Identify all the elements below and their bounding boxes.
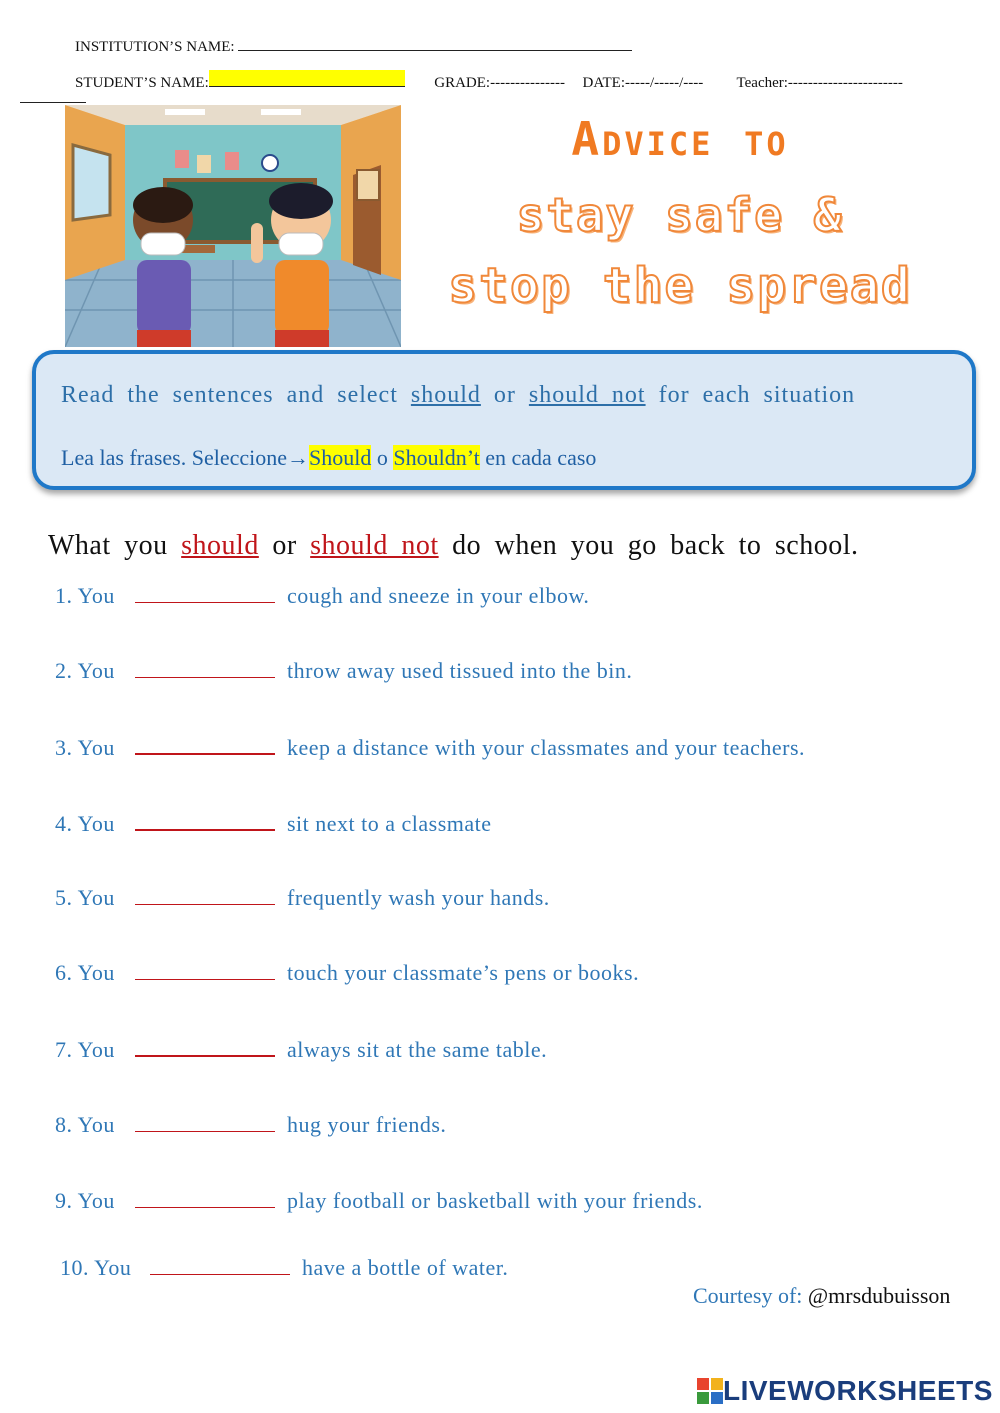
student-name-label: STUDENT’S NAME: (75, 75, 209, 91)
answer-blank-6[interactable] (135, 959, 275, 980)
item-number: 10. You (60, 1255, 132, 1280)
instr-es-should: Should (309, 445, 372, 470)
instr-should: should (410, 382, 481, 408)
exercise-item-4 (55, 809, 492, 837)
question-heading (48, 530, 859, 562)
institution-name-label: INSTITUTION’S NAME: (75, 39, 235, 55)
author-handle: @mrsdubuisson (807, 1283, 951, 1308)
exercise-item-2 (55, 657, 632, 684)
instructions-english (61, 380, 921, 411)
title-line-2: stay safe & (516, 188, 844, 242)
institution-name-row (75, 36, 632, 56)
courtesy-label: Courtesy of: (693, 1283, 808, 1308)
exercise-item-5 (55, 884, 550, 911)
item-number: 6. You (55, 960, 115, 985)
answer-blank-3[interactable] (135, 733, 275, 755)
item-number: 7. You (55, 1037, 115, 1062)
question-suffix: do when you go back to school. (438, 530, 859, 561)
date-label: DATE:-----/-----/---- (582, 75, 704, 91)
item-text: have a bottle of water. (302, 1255, 509, 1280)
liveworksheets-logo-icon (697, 1378, 723, 1404)
liveworksheets-brand: LIVEWORKSHEETS (723, 1375, 993, 1406)
answer-blank-1[interactable] (135, 582, 275, 603)
question-or: or (258, 530, 311, 561)
teacher-label: Teacher:----------------------- (736, 75, 903, 91)
item-text: cough and sneeze in your elbow. (287, 583, 590, 608)
question-prefix: What you (48, 530, 182, 561)
item-number: 3. You (55, 735, 115, 760)
question-should: should (181, 530, 259, 561)
arrow-icon: → (287, 445, 309, 470)
classroom-illustration (65, 105, 401, 347)
exercise-item-3 (55, 733, 805, 761)
grade-label: GRADE:--------------- (434, 75, 566, 91)
student-name-field[interactable] (209, 70, 405, 87)
answer-blank-4[interactable] (135, 809, 275, 831)
answer-blank-10[interactable] (150, 1254, 290, 1275)
item-text: frequently wash your hands. (287, 885, 550, 910)
question-should-not: should not (310, 530, 439, 561)
item-text: keep a distance with your classmates and your teachers. (287, 735, 806, 760)
instr-or: or (480, 382, 529, 408)
item-text: throw away used tissued into the bin. (287, 658, 633, 683)
header-rule (20, 102, 86, 103)
answer-blank-7[interactable] (135, 1035, 275, 1057)
exercise-item-10 (60, 1254, 508, 1281)
instr-en-suffix: for each situation (645, 382, 856, 408)
instr-should-not: should not (528, 382, 646, 408)
courtesy-note (693, 1283, 950, 1309)
instr-es-prefix: Lea las frases. Seleccione (61, 445, 287, 470)
item-text: sit next to a classmate (287, 811, 492, 836)
exercise-item-6 (55, 959, 639, 986)
item-number: 8. You (55, 1112, 115, 1137)
answer-blank-9[interactable] (135, 1187, 275, 1208)
classroom-scene-image (65, 105, 401, 347)
item-text: always sit at the same table. (287, 1037, 548, 1062)
instr-es-o: o (371, 445, 394, 470)
item-text: touch your classmate’s pens or books. (287, 960, 640, 985)
exercise-item-8 (55, 1111, 446, 1138)
item-text: play football or basketball with your friends. (287, 1188, 703, 1213)
liveworksheets-logo[interactable] (697, 1375, 993, 1409)
instr-en-prefix: Read the sentences and select (61, 382, 411, 408)
answer-blank-5[interactable] (135, 884, 275, 905)
answer-blank-8[interactable] (135, 1111, 275, 1132)
institution-name-field[interactable] (238, 36, 632, 51)
item-number: 5. You (55, 885, 115, 910)
student-info-row (75, 70, 903, 92)
exercise-item-7 (55, 1035, 547, 1063)
item-number: 1. You (55, 583, 115, 608)
item-number: 2. You (55, 658, 115, 683)
instr-es-shouldnt: Shouldn’t (393, 445, 480, 470)
exercise-item-9 (55, 1187, 703, 1214)
title-line-1: Advice to (571, 112, 789, 166)
item-number: 4. You (55, 811, 115, 836)
title-line-3: stop the spread (448, 258, 912, 314)
instructions-spanish (61, 445, 596, 471)
instr-es-suffix: en cada caso (479, 445, 597, 470)
item-text: hug your friends. (287, 1112, 447, 1137)
exercise-item-1 (55, 582, 589, 609)
answer-blank-2[interactable] (135, 657, 275, 678)
item-number: 9. You (55, 1188, 115, 1213)
